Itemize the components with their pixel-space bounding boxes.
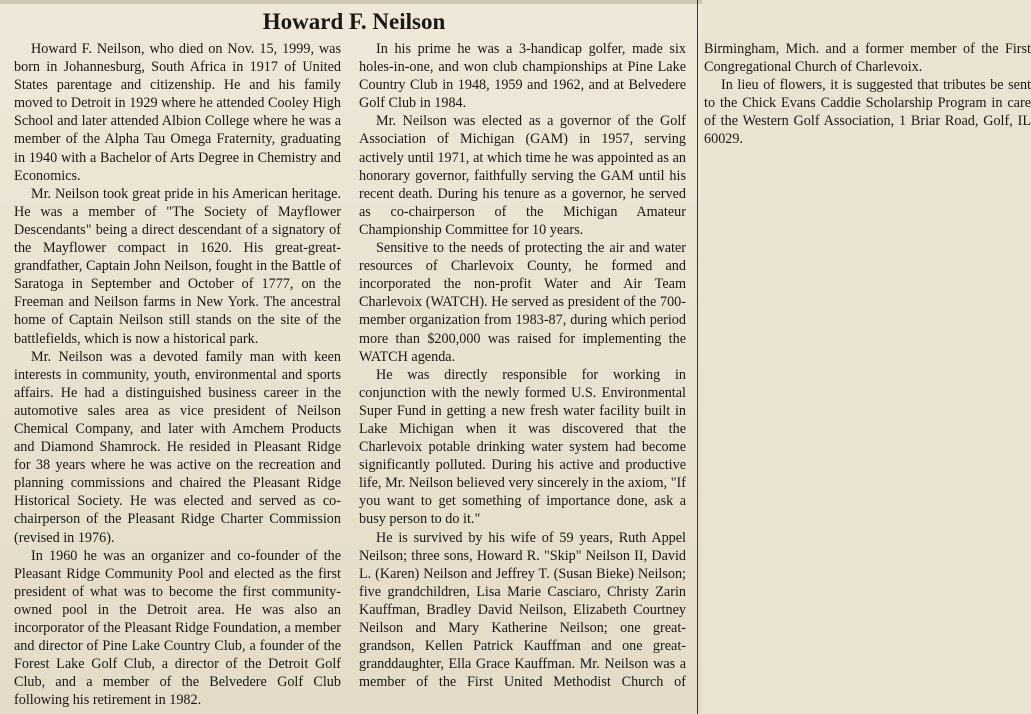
- obituary-title: Howard F. Neilson: [262, 9, 446, 34]
- paragraph-tributes: In lieu of flowers, it is suggested that tributes be sent to the Chick Evans Caddie Scholarship Program in care of the Western Golf Association, 1 Briar Road, Golf, IL 60029.: [704, 77, 1031, 148]
- paragraph-watch: Sensitive to the needs of protecting the air and water resources of Charlevoix County, he formed and incorporated the non-profit Water and Air Team Charlevoix (WATCH). He served as president of the 700-member organization from 1983-87, during which period more than $200,000 was raised for implementing the WATCH agenda.: [359, 240, 686, 365]
- top-rule: [0, 0, 702, 4]
- paragraph-career: Mr. Neilson was a devoted family man with keen interests in community, youth, environmental and sports affairs. He had a distinguished business career in the automotive sales area as vice president of Neilson Chemical Company, and later with Amchem Products and Diamond Shamrock. He resided in Pleasant Ridge for 38 years where he was active on the recreation and planning commissions and chaired the Pleasant Ridge Historical Society. He was elected and served as co-chairperson of the Pleasant Ridge Charter Commission (revised in 1976).: [14, 348, 341, 546]
- right-column-rule: [697, 0, 698, 714]
- paragraph-heritage: Mr. Neilson took great pride in his American heritage. He was a member of "The Society of Mayflower Descendants" being a direct descendant of a signatory of the Mayflower compact in 1620. His great-great-grandfather, Captain John Neilson, fought in the Battle of Saratoga in September and October of 1777, on the Freeman and Neilson farms in New York. The ancestral home of Captain Neilson still stands on the site of the battlefields, which is now a historical park.: [14, 185, 341, 347]
- paragraph-gam: Mr. Neilson was elected as a governor of the Golf Association of Michigan (GAM) in 1957, serving actively until 1971, at which time he was appointed as an honorary governor, faithfully serving the GAM until his recent death. During his tenure as a governor, he served as co-chairperson of the Michigan Amateur Championship Committee for 10 years.: [359, 113, 686, 238]
- paragraph-community-pool: In 1960 he was an organizer and co-founder of the Pleasant Ridge Community Pool and elected as the first president of what was to become the first community-owned pool in the Detroit area. He was also an incorporator of the Pleasant Ridge Foundation, a member and director of Pine Lake Country Club, a founder of the Forest Lake Golf Club, a director of the Detroit Golf Club, and a member of the Belvedere Golf Club following his retirement in 1982.: [14, 547, 341, 709]
- article-body: [14, 40, 1031, 712]
- paragraph-biography: Howard F. Neilson, who died on Nov. 15, 1999, was born in Johannesburg, South Africa in 1917 of United States parentage and citizenship. He and his family moved to Detroit in 1929 where he attended Cooley High School and later attended Albion College where he was a member of the Alpha Tau Omega Fraternity, graduating in 1940 with a Bachelor of Arts Degree in Chemistry and Economics.: [14, 41, 341, 184]
- paragraph-superfund: He was directly responsible for working in conjunction with the newly formed U.S. Environmental Super Fund in getting a new fresh water facility built in Lake Michigan when it was discovered that the Charlevoix potable drinking water system had become significantly polluted. During his active and productive life, Mr. Neilson believed very sincerely in the axiom, "If you want to get something of importance done, ask a busy person to do it.": [359, 366, 686, 528]
- paragraph-survivors: He is survived by his wife of 59 years, Ruth Appel Neilson; three sons, Howard R. "Skip" Neilson II, David L. (Karen) Neilson and Jeffrey T. (Susan Bieke) Neilson; five grandchildren, Lisa Marie Casciaro, Christy Zarin Kauffman, Bradley David Neilson, Elizabeth Courtney Neilson and Mary Katherine Neilson; one great-grandson, Kellen Patrick Kauffman and one great-granddaughter, Ella Grace Kauffman. Mr. Neilson was a member of the First United Methodist Church of Birmingham, Mich. and a former member of the First Congregational Church of Charlevoix.: [359, 41, 1031, 691]
- paragraph-golf: In his prime he was a 3-handicap golfer, made six holes-in-one, and won club championships at Pine Lake Country Club in 1948, 1959 and 1962, and at Belvedere Golf Club in 1984.: [359, 41, 686, 112]
